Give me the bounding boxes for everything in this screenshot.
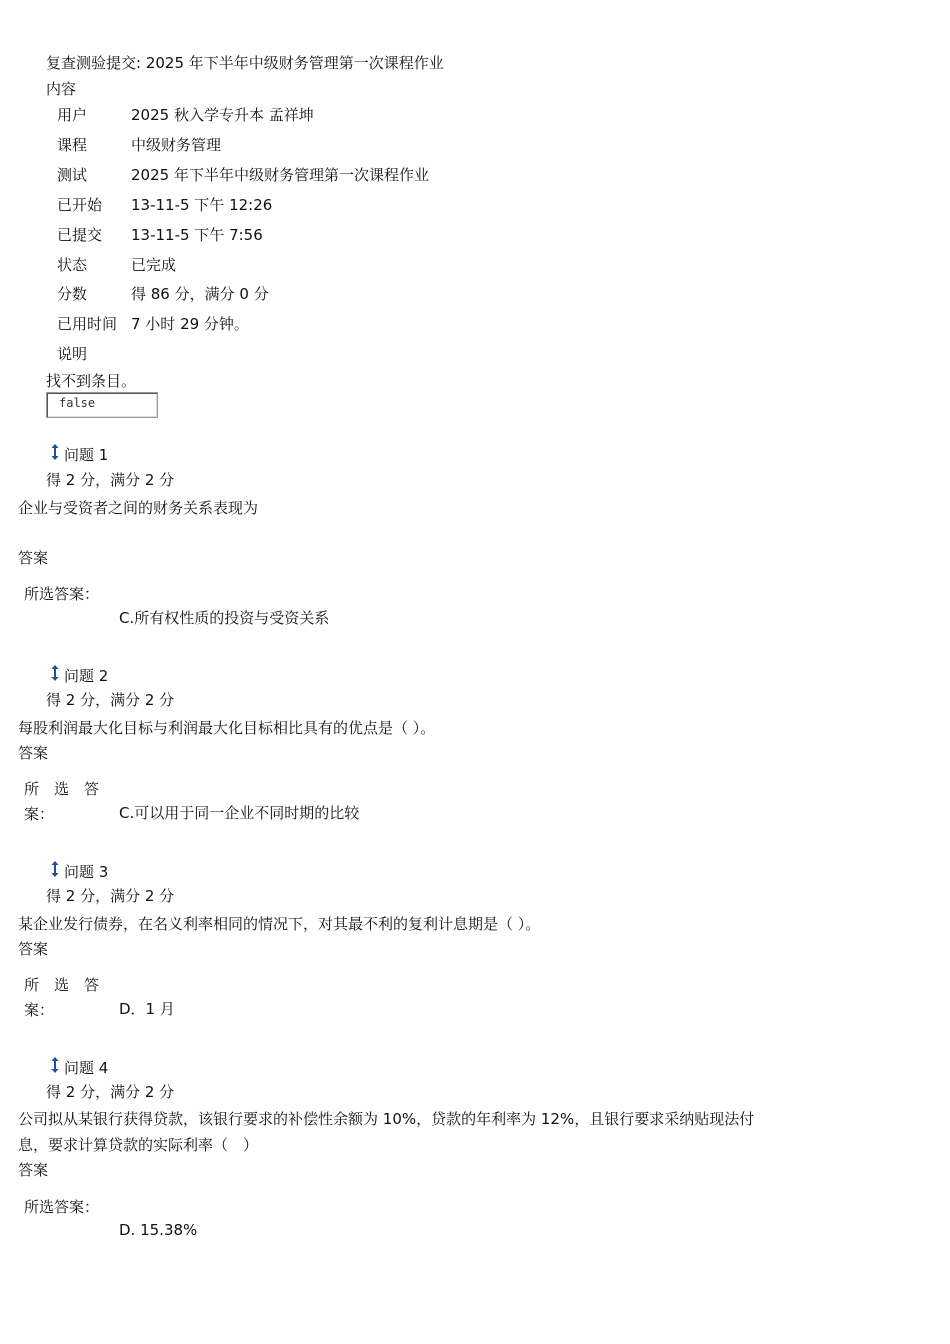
info-value-status: 已完成 (131, 256, 177, 274)
selected-answer-label: 所 选 答 (24, 976, 100, 994)
info-label-status: 状态 (57, 256, 88, 274)
info-label-started: 已开始 (57, 196, 103, 214)
false-textbox[interactable] (46, 392, 158, 418)
info-label-instructions: 说明 (57, 345, 88, 363)
selected-answer-value: D. 15.38% (119, 1221, 198, 1239)
question-title: 问题 4 (64, 1059, 109, 1077)
not-found-message: 找不到条目。 (46, 372, 137, 390)
info-value-elapsed: 7 小时 29 分钟。 (131, 315, 249, 333)
false-textbox-value: false (59, 396, 96, 410)
info-value-score: 得 86 分，满分 0 分 (131, 285, 269, 303)
question-score: 得 2 分，满分 2 分 (46, 887, 175, 905)
info-label-submitted: 已提交 (57, 226, 103, 244)
info-value-course: 中级财务管理 (131, 136, 222, 154)
question-text: 某企业发行债券，在名义利率相同的情况下，对其最不利的复利计息期是（ ）。 (18, 915, 541, 933)
selected-answer-label: 所 选 答 (24, 780, 100, 798)
page-title: 复查测验提交: 2025 年下半年中级财务管理第一次课程作业 (46, 54, 444, 72)
info-label-user: 用户 (57, 106, 88, 124)
reorder-arrow-icon[interactable] (50, 860, 60, 878)
info-label-score: 分数 (57, 285, 88, 303)
question-text-cont: 息，要求计算贷款的实际利率（ ） (18, 1136, 259, 1154)
info-value-submitted: 13-11-5 下午 7:56 (131, 226, 263, 244)
answer-heading: 答案 (18, 1161, 49, 1179)
reorder-arrow-icon[interactable] (50, 664, 60, 682)
question-title: 问题 2 (64, 667, 109, 685)
selected-answer-value: C.所有权性质的投资与受资关系 (119, 609, 330, 627)
question-title: 问题 3 (64, 863, 109, 881)
reorder-arrow-icon[interactable] (50, 1056, 60, 1074)
selected-answer-value: D．1 月 (119, 1000, 175, 1018)
reorder-arrow-icon[interactable] (50, 443, 60, 461)
selected-answer-label-cont: 案： (24, 1001, 55, 1019)
question-text: 公司拟从某银行获得贷款，该银行要求的补偿性余额为 10%，贷款的年利率为 12%，且银行要求采纳贴现法付 (18, 1110, 755, 1128)
answer-heading: 答案 (18, 940, 49, 958)
info-value-user: 2025 秋入学专升本 孟祥坤 (131, 106, 314, 124)
selected-answer-label: 所选答案： (24, 585, 100, 603)
info-value-started: 13-11-5 下午 12:26 (131, 196, 273, 214)
question-score: 得 2 分，满分 2 分 (46, 1083, 175, 1101)
question-text: 每股利润最大化目标与利润最大化目标相比具有的优点是（ ）。 (18, 719, 436, 737)
section-heading: 内容 (46, 80, 77, 98)
question-title: 问题 1 (64, 446, 109, 464)
question-score: 得 2 分，满分 2 分 (46, 471, 175, 489)
question-text: 企业与受资者之间的财务关系表现为 (18, 499, 259, 517)
selected-answer-label-cont: 案： (24, 805, 55, 823)
info-label-course: 课程 (57, 136, 88, 154)
info-value-test: 2025 年下半年中级财务管理第一次课程作业 (131, 166, 429, 184)
selected-answer-label: 所选答案： (24, 1198, 100, 1216)
info-label-test: 测试 (57, 166, 88, 184)
selected-answer-value: C.可以用于同一企业不同时期的比较 (119, 804, 360, 822)
info-label-elapsed: 已用时间 (57, 315, 118, 333)
answer-heading: 答案 (18, 744, 49, 762)
answer-heading: 答案 (18, 549, 49, 567)
question-score: 得 2 分，满分 2 分 (46, 691, 175, 709)
